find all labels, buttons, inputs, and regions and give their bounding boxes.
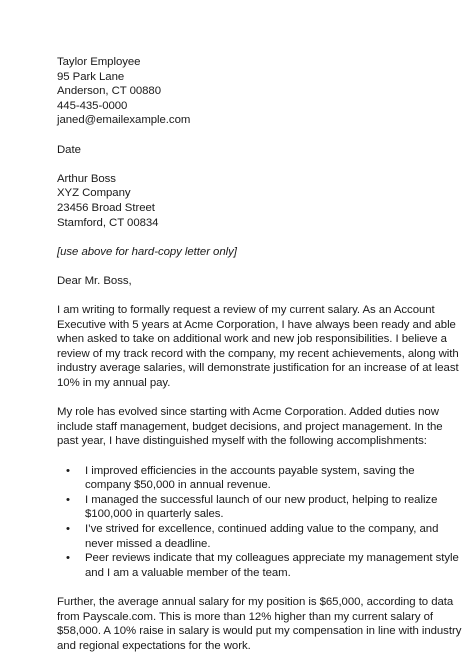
letter-body bbox=[57, 55, 462, 653]
paragraph-role bbox=[57, 405, 443, 449]
hardcopy-note: [use above for hard-copy letter only] bbox=[57, 245, 237, 258]
list-item-line: company $50,000 in annual revenue. bbox=[85, 479, 271, 492]
bullet-icon: • bbox=[66, 464, 70, 477]
bullet-icon: • bbox=[66, 523, 70, 535]
paragraph-line: and regional expectations for the work. bbox=[57, 639, 251, 652]
paragraph-line: Executive with 5 years at Acme Corporation, I have always been ready and able bbox=[57, 318, 456, 331]
paragraph-line: 10% in my annual pay. bbox=[57, 377, 171, 390]
bullet-icon: • bbox=[66, 493, 70, 506]
sender-street: 95 Park Lane bbox=[57, 70, 125, 83]
bullet-icon: • bbox=[66, 552, 70, 565]
paragraph-line: $58,000. A 10% raise in salary is would put my compensation in line with industry bbox=[57, 625, 462, 638]
paragraph-line: Further, the average annual salary for my position is $65,000, according to data bbox=[57, 595, 454, 608]
paragraph-line: review of my track record with the company, my recent achievements, along with bbox=[57, 347, 459, 360]
sender-address bbox=[57, 55, 427, 128]
paragraph-line: My role has evolved since starting with Acme Corporation. Added duties now bbox=[57, 406, 439, 419]
paragraph-line: when asked to take on additional work and new job responsibilities. I believe a bbox=[57, 333, 447, 346]
list-item-line: I improved efficiencies in the accounts payable system, saving the bbox=[85, 464, 415, 477]
list-item-line: and I am a valuable member of the team. bbox=[85, 566, 291, 579]
sender-email: janed@emailexample.com bbox=[57, 114, 191, 127]
list-item-line: $100,000 in quarterly sales. bbox=[85, 508, 224, 521]
recipient-street: 23456 Broad Street bbox=[57, 201, 155, 214]
list-item bbox=[57, 551, 459, 580]
list-item bbox=[57, 522, 439, 551]
recipient-company: XYZ Company bbox=[57, 187, 131, 200]
list-item-line: I’ve strived for excellence, continued adding value to the company, and bbox=[85, 523, 439, 535]
paragraph-salary-request bbox=[57, 303, 459, 391]
accomplishments-list bbox=[57, 464, 459, 581]
paragraph-line: include staff management, budget decisions, and project management. In the bbox=[57, 420, 443, 433]
paragraph-market-salary bbox=[57, 595, 462, 653]
sender-phone: 445-435-0000 bbox=[57, 99, 128, 112]
recipient-city: Stamford, CT 00834 bbox=[57, 216, 159, 229]
salutation: Dear Mr. Boss, bbox=[57, 274, 132, 287]
paragraph-line: I am writing to formally request a review of my current salary. As an Account bbox=[57, 304, 435, 317]
recipient-address bbox=[57, 172, 427, 230]
paragraph-line: past year, I have distinguished myself with the following accomplishments: bbox=[57, 435, 427, 448]
list-item-line: Peer reviews indicate that my colleagues appreciate my management style bbox=[85, 552, 459, 565]
recipient-name: Arthur Boss bbox=[57, 172, 116, 185]
list-item-line: I managed the successful launch of our new product, helping to realize bbox=[85, 493, 438, 506]
date-label: Date bbox=[57, 143, 81, 156]
paragraph-line: industry average salaries, will demonstrate justification for an increase of at least bbox=[57, 362, 459, 375]
list-item bbox=[57, 464, 427, 493]
sender-city: Anderson, CT 00880 bbox=[57, 85, 162, 98]
list-item bbox=[57, 493, 438, 522]
list-item-line: never missed a deadline. bbox=[85, 537, 211, 550]
paragraph-line: from Payscale.com. This is more than 12% higher than my current salary of bbox=[57, 610, 433, 623]
sender-name: Taylor Employee bbox=[57, 56, 141, 68]
